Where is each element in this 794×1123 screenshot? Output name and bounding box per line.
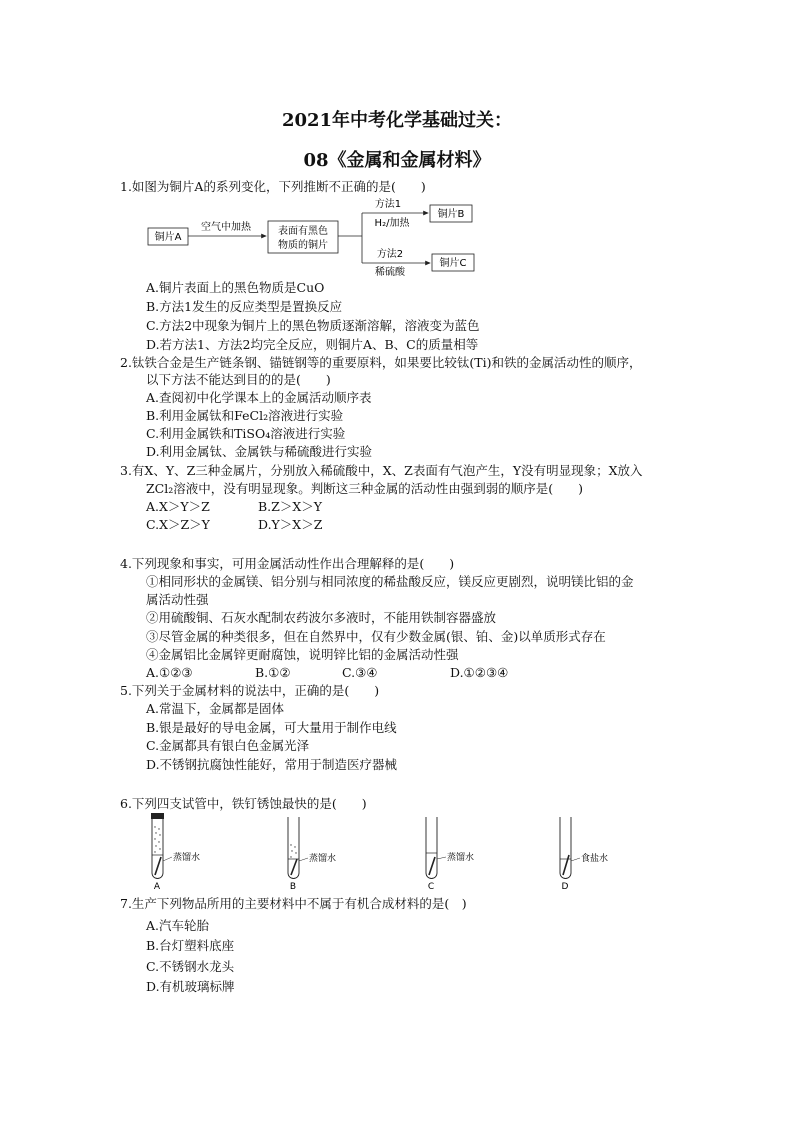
q6-tube-b-label: B xyxy=(289,882,297,892)
q3-stem-line1: 3.有X、Y、Z三种金属片，分别放入稀硫酸中，X、Z表面有气泡产生，Y没有明显现象；X放入 xyxy=(120,463,643,478)
q2-option-a: A.查阅初中化学课本上的金属活动顺序表 xyxy=(146,390,372,405)
q1-box-copper-b-label: 铜片B xyxy=(437,209,465,220)
q4-stem: 4.下列现象和事实，可用金属活动性作出合理解释的是( ) xyxy=(120,556,455,571)
q6-stem: 6.下列四支试管中，铁钉锈蚀最快的是( ) xyxy=(120,796,367,811)
q5-option-c: C.金属都具有银白色金属光泽 xyxy=(146,738,310,753)
q1-option-c: C.方法2中现象为铜片上的黑色物质逐渐溶解，溶液变为蓝色 xyxy=(146,318,480,333)
q1-method2-cond: 稀硫酸 xyxy=(375,267,405,277)
q6-tube-d xyxy=(560,817,608,892)
q3-option-b: B.Z＞X＞Y xyxy=(258,499,322,514)
q5-option-d: D.不锈钢抗腐蚀性能好，常用于制造医疗器械 xyxy=(146,757,398,772)
q4-item-1-cont: 属活动性强 xyxy=(146,592,209,607)
q4-option-a: A.①②③ xyxy=(146,665,193,680)
q5-option-a: A.常温下，金属都是固体 xyxy=(146,701,285,716)
q4-item-4: ④金属铝比金属锌更耐腐蚀，说明锌比铝的金属活动性强 xyxy=(146,647,459,662)
q3-option-d: D.Y＞X＞Z xyxy=(258,517,323,532)
q1-box-middle-line1: 表面有黑色 xyxy=(278,226,328,237)
q6-tube-c xyxy=(426,817,474,892)
title-line-1: 2021年中考化学基础过关： xyxy=(281,110,513,131)
q1-method1-cond: H₂/加热 xyxy=(374,218,410,229)
q6-tube-a xyxy=(151,813,200,892)
q4-item-1: ①相同形状的金属镁、铝分别与相同浓度的稀盐酸反应，镁反应更剧烈，说明镁比铝的金 xyxy=(146,574,634,589)
q3-stem-line2: ZCl₂溶液中，没有明显现象。判断这三种金属的活动性由强到弱的顺序是( ) xyxy=(146,481,584,496)
q6-tube-c-label: C xyxy=(427,882,435,892)
q7-option-d: D.有机玻璃标牌 xyxy=(146,979,235,994)
title-line-2: 08《金属和金属材料》 xyxy=(303,150,491,171)
q1-method1-label: 方法1 xyxy=(374,199,402,210)
q2-stem-line1: 2.钛铁合金是生产链条钢、锚链钢等的重要原料，如果要比较钛(Ti)和铁的金属活动性的顺序， xyxy=(120,355,642,370)
q4-item-3: ③尽管金属的种类很多，但在自然界中，仅有少数金属(银、铂、金)以单质形式存在 xyxy=(146,629,606,644)
q1-option-b: B.方法1发生的反应类型是置换反应 xyxy=(146,299,343,314)
q1-box-copper-c-label: 铜片C xyxy=(439,258,467,269)
q2-option-d: D.利用金属钛、金属铁与稀硫酸进行实验 xyxy=(146,444,373,459)
q6-tube-d-liquid: 食盐水 xyxy=(581,854,609,864)
q5-option-b: B.银是最好的导电金属，可大量用于制作电线 xyxy=(146,720,397,735)
q3-option-a: A.X＞Y＞Z xyxy=(146,499,210,514)
q1-flow-diagram xyxy=(140,193,490,277)
q1-box-middle-line2: 物质的铜片 xyxy=(278,240,328,251)
q2-option-c: C.利用金属铁和TiSO₄溶液进行实验 xyxy=(146,426,346,441)
q1-box-copper-a-label: 铜片A xyxy=(154,232,182,243)
q4-item-2: ②用硫酸铜、石灰水配制农药波尔多液时，不能用铁制容器盛放 xyxy=(146,610,497,625)
q1-option-a: A.铜片表面上的黑色物质是CuO xyxy=(146,280,325,295)
q1-stem: 1.如图为铜片A的系列变化，下列推断不正确的是( ) xyxy=(120,179,426,194)
q6-tube-d-label: D xyxy=(561,882,569,892)
q3-option-c: C.X＞Z＞Y xyxy=(146,517,210,532)
q6-tube-a-label: A xyxy=(153,882,161,892)
q6-tube-b-liquid: 蒸馏水 xyxy=(309,854,337,864)
q6-tube-c-liquid: 蒸馏水 xyxy=(447,853,475,863)
q1-arrow-heat-label: 空气中加热 xyxy=(201,222,251,233)
q4-option-c: C.③④ xyxy=(342,665,378,680)
q7-stem: 7.生产下列物品所用的主要材料中不属于有机合成材料的是( ) xyxy=(120,896,467,911)
q1-method2-label: 方法2 xyxy=(376,249,404,260)
q7-option-a: A.汽车轮胎 xyxy=(146,918,210,933)
q7-option-c: C.不锈钢水龙头 xyxy=(146,959,235,974)
q2-option-b: B.利用金属钛和FeCl₂溶液进行实验 xyxy=(146,408,344,423)
q5-stem: 5.下列关于金属材料的说法中，正确的是( ) xyxy=(120,683,380,698)
q6-tube-a-liquid: 蒸馏水 xyxy=(173,853,201,863)
q4-option-d: D.①②③④ xyxy=(450,665,509,680)
q7-option-b: B.台灯塑料底座 xyxy=(146,938,235,953)
q4-option-b: B.①② xyxy=(255,665,291,680)
q1-option-d: D.若方法1、方法2均完全反应，则铜片A、B、C的质量相等 xyxy=(146,337,479,352)
q2-stem-line2: 以下方法不能达到目的的是( ) xyxy=(146,372,331,387)
q6-tube-b xyxy=(288,817,336,892)
q6-test-tubes-figure xyxy=(140,813,630,893)
